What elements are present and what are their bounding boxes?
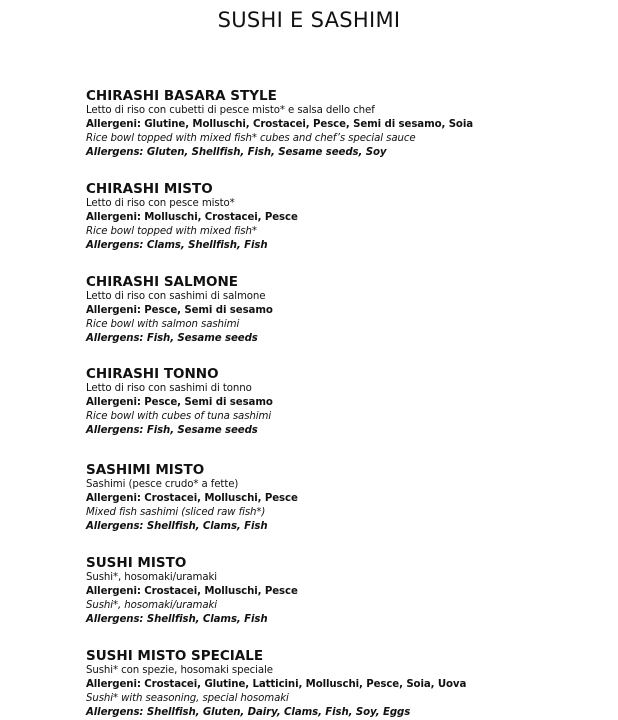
item-description-it: Sushi* con spezie, hosomaki speciale bbox=[86, 665, 273, 676]
item-allergens-it: Allergeni: Crostacei, Glutine, Latticini, Molluschi, Pesce, Soia, Uova bbox=[86, 679, 467, 690]
item-allergens-en: Allergens: Shellfish, Gluten, Dairy, Clams, Fish, Soy, Eggs bbox=[86, 707, 411, 718]
menu-item bbox=[86, 648, 606, 720]
item-allergens-it: Allergeni: Glutine, Molluschi, Crostacei, Pesce, Semi di sesamo, Soia bbox=[86, 119, 474, 130]
menu-item bbox=[86, 366, 606, 438]
menu-item bbox=[86, 274, 606, 346]
item-name: SUSHI MISTO bbox=[86, 555, 187, 571]
item-allergens-en: Allergens: Fish, Sesame seeds bbox=[86, 333, 258, 344]
item-description-it: Letto di riso con sashimi di tonno bbox=[86, 383, 252, 394]
item-allergens-it: Allergeni: Pesce, Semi di sesamo bbox=[86, 397, 273, 408]
menu-item bbox=[86, 88, 606, 160]
item-name: SUSHI MISTO SPECIALE bbox=[86, 648, 264, 664]
item-allergens-en: Allergens: Fish, Sesame seeds bbox=[86, 425, 258, 436]
page-title: SUSHI E SASHIMI bbox=[217, 8, 401, 32]
item-allergens-en: Allergens: Shellfish, Clams, Fish bbox=[86, 521, 268, 532]
menu-item bbox=[86, 555, 606, 627]
item-description-it: Letto di riso con cubetti di pesce misto* e salsa dello chef bbox=[86, 105, 375, 116]
item-allergens-it: Allergeni: Molluschi, Crostacei, Pesce bbox=[86, 212, 298, 223]
item-description-it: Letto di riso con sashimi di salmone bbox=[86, 291, 266, 302]
item-name: CHIRASHI BASARA STYLE bbox=[86, 88, 277, 104]
item-description-en: Rice bowl topped with mixed fish* bbox=[86, 226, 257, 237]
item-description-en: Rice bowl topped with mixed fish* cubes and chef’s special sauce bbox=[86, 133, 416, 144]
item-description-it: Sushi*, hosomaki/uramaki bbox=[86, 572, 218, 583]
item-allergens-it: Allergeni: Crostacei, Molluschi, Pesce bbox=[86, 493, 298, 504]
item-description-en: Rice bowl with cubes of tuna sashimi bbox=[86, 411, 272, 422]
item-name: SASHIMI MISTO bbox=[86, 462, 205, 478]
item-description-en: Sushi* with seasoning, special hosomaki bbox=[86, 693, 289, 704]
item-name: CHIRASHI MISTO bbox=[86, 181, 213, 197]
menu-item bbox=[86, 181, 606, 253]
item-allergens-en: Allergens: Shellfish, Clams, Fish bbox=[86, 614, 268, 625]
item-name: CHIRASHI SALMONE bbox=[86, 274, 239, 290]
item-allergens-it: Allergeni: Crostacei, Molluschi, Pesce bbox=[86, 586, 298, 597]
item-allergens-it: Allergeni: Pesce, Semi di sesamo bbox=[86, 305, 273, 316]
menu-item bbox=[86, 462, 606, 534]
item-description-en: Rice bowl with salmon sashimi bbox=[86, 319, 240, 330]
item-description-en: Sushi*, hosomaki/uramaki bbox=[86, 600, 218, 611]
menu-items bbox=[86, 88, 606, 720]
item-allergens-en: Allergens: Clams, Shellfish, Fish bbox=[86, 240, 268, 251]
item-description-it: Letto di riso con pesce misto* bbox=[86, 198, 235, 209]
item-description-it: Sashimi (pesce crudo* a fette) bbox=[86, 479, 239, 490]
item-description-en: Mixed fish sashimi (sliced raw fish*) bbox=[86, 507, 266, 518]
item-name: CHIRASHI TONNO bbox=[86, 366, 219, 382]
item-allergens-en: Allergens: Gluten, Shellfish, Fish, Sesame seeds, Soy bbox=[86, 147, 387, 158]
